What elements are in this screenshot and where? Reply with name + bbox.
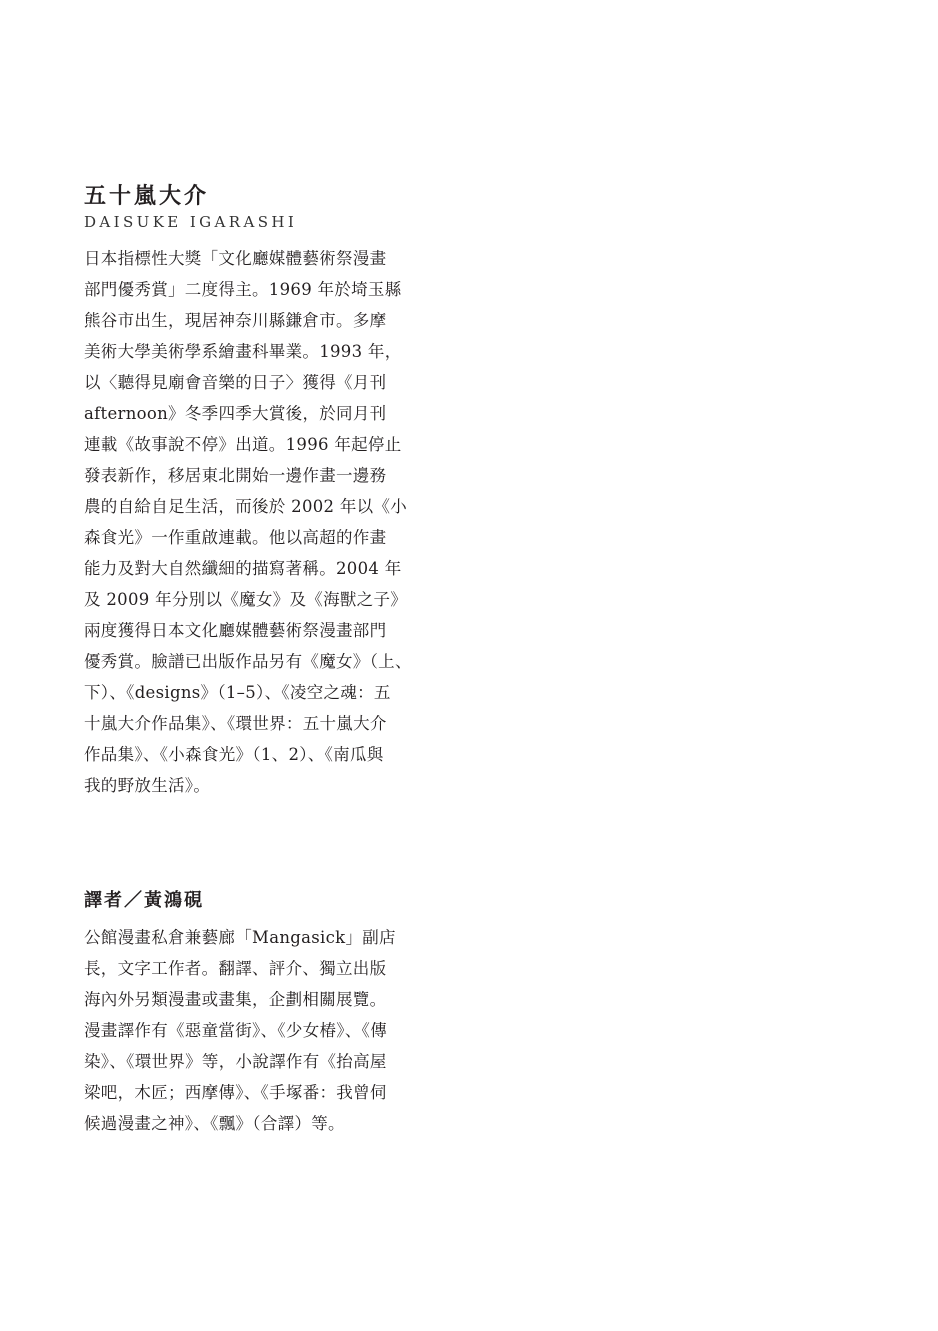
bio-line: 染》、《環世界》等，小說譯作有《抬高屋 xyxy=(84,1052,387,1071)
author-name-chinese: 五十嵐大介 xyxy=(84,183,210,209)
bio-line: 優秀賞。臉譜已出版作品另有《魔女》（上、 xyxy=(84,652,412,671)
bio-line: 下）、《designs》（1–5）、《凌空之魂：五 xyxy=(84,683,391,702)
bio-line: 兩度獲得日本文化廳媒體藝術祭漫畫部門 xyxy=(84,621,387,640)
translator-section xyxy=(84,888,424,1139)
bio-line: 我的野放生活》。 xyxy=(84,776,211,795)
author-bio xyxy=(84,243,424,801)
bio-line: 梁吧，木匠；西摩傳》、《手塚番：我曾伺 xyxy=(84,1083,387,1102)
bio-line: afternoon》冬季四季大賞後，於同月刊 xyxy=(84,404,387,423)
bio-line: 十嵐大介作品集》、《環世界：五十嵐大介 xyxy=(84,714,387,733)
author-section xyxy=(84,181,424,801)
bio-line: 公館漫畫私倉兼藝廊「Mangasick」副店 xyxy=(84,928,396,947)
bio-line: 候過漫畫之神》、《飄》（合譯）等。 xyxy=(84,1114,345,1133)
bio-line: 熊谷市出生，現居神奈川縣鎌倉市。多摩 xyxy=(84,311,387,330)
bio-line: 漫畫譯作有《惡童當街》、《少女椿》、《傳 xyxy=(84,1021,387,1040)
bio-line: 森食光》一作重啟連載。他以高超的作畫 xyxy=(84,528,387,547)
bio-line: 海內外另類漫畫或畫集，企劃相關展覽。 xyxy=(84,990,387,1009)
bio-line: 及 2009 年分別以《魔女》及《海獸之子》 xyxy=(84,590,408,609)
bio-line: 農的自給自足生活，而後於 2002 年以《小 xyxy=(84,497,408,516)
bio-line: 部門優秀賞」二度得主。1969 年於埼玉縣 xyxy=(84,280,402,299)
bio-line: 發表新作，移居東北開始一邊作畫一邊務 xyxy=(84,466,387,485)
translator-heading: 譯者／黃鴻硯 xyxy=(84,890,204,911)
bio-line: 長，文字工作者。翻譯、評介、獨立出版 xyxy=(84,959,387,978)
translator-bio xyxy=(84,922,424,1139)
bio-line: 連載《故事說不停》出道。1996 年起停止 xyxy=(84,435,402,454)
author-name-english: DAISUKE IGARASHI xyxy=(84,213,298,231)
bio-line: 美術大學美術學系繪畫科畢業。1993 年， xyxy=(84,342,402,361)
bio-line: 以〈聽得見廟會音樂的日子〉獲得《月刊 xyxy=(84,373,387,392)
bio-line: 日本指標性大獎「文化廳媒體藝術祭漫畫 xyxy=(84,249,387,268)
bio-line: 能力及對大自然纖細的描寫著稱。2004 年 xyxy=(84,559,402,578)
bio-line: 作品集》、《小森食光》（1、2）、《南瓜與 xyxy=(84,745,384,764)
